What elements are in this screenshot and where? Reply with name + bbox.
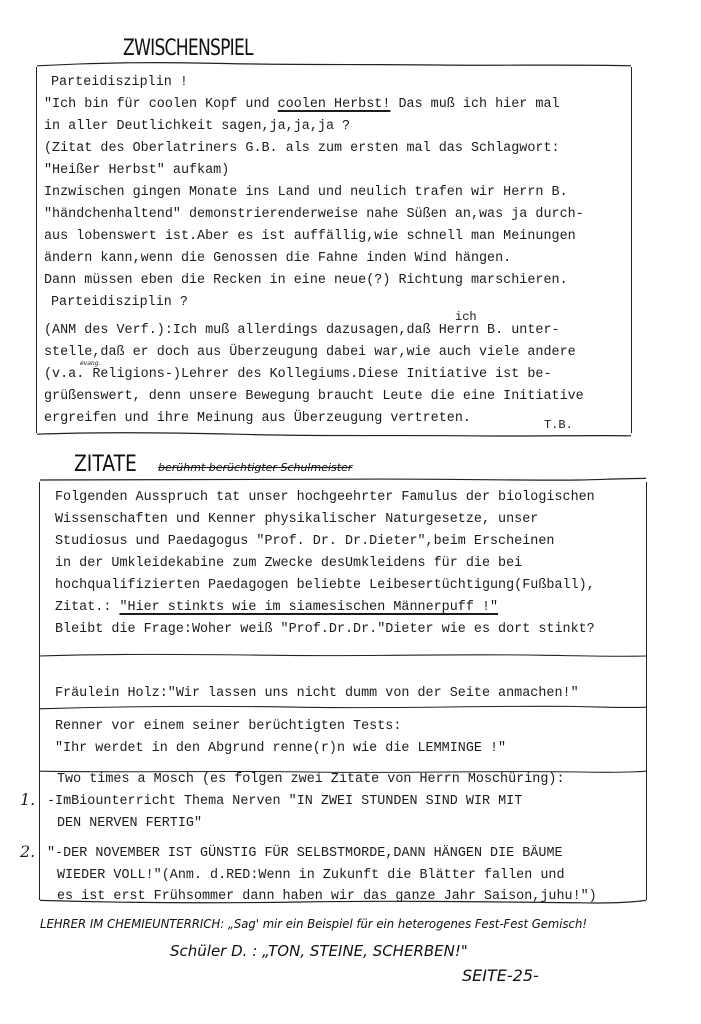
text-line: stelle,daß er doch aus Überzeugung dabei war,wie auch viele andere (44, 345, 576, 360)
text-line: (v.a. Religions-)Lehrer des Kollegiums.Diese Initiative ist be- (44, 367, 552, 382)
text-segment: Das muß ich hier mal (390, 97, 560, 112)
text-line: Folgenden Ausspruch tat unser hochgeehrter Famulus der biologischen (55, 490, 595, 505)
text-line: grüßenswert, denn unsere Bewegung braucht Leute die eine Initiative (44, 389, 584, 404)
insertion-ich: ich (455, 310, 477, 324)
text-line: "-DER NOVEMBER IST GÜNSTIG FÜR SELBSTMORDE,DANN HÄNGEN DIE BÄUME (47, 846, 563, 861)
text-line: "Heißer Herbst" aufkam) (44, 163, 230, 178)
box-top-border (37, 61, 631, 69)
text-line: Dann müssen eben die Recken in eine neue(?) Richtung marschieren. (44, 273, 568, 288)
text-line: es ist erst Frühsommer dann haben wir das ganze Jahr Saison,juhu!") (57, 889, 597, 904)
section-heading-zwischenspiel: ZWISCHENSPIEL (123, 36, 253, 61)
text-line: Parteidisziplin ? (51, 295, 188, 310)
text-line: Two times a Mosch (es folgen zwei Zitate von Herrn Moschüring): (57, 772, 565, 787)
footer-teacher-quote: LEHRER IM CHEMIEUNTERRICH: „Sag' mir ein Beispiel für ein heterogenes Fest-Fest Gemisch! (40, 917, 587, 931)
text-line: Bleibt die Frage:Woher weiß "Prof.Dr.Dr."Dieter wie es dort stinkt? (55, 622, 595, 637)
text-line: in aller Deutlichkeit sagen,ja,ja,ja ? (44, 119, 351, 134)
text-line: ergreifen und ihre Meinung aus Überzeugung vertreten. (44, 411, 471, 426)
underlined-phrase: coolen Herbst! (277, 97, 391, 112)
marker-2: 2. (20, 842, 36, 861)
page-number: SEITE-25- (462, 966, 539, 985)
box-bottom-border (37, 431, 631, 439)
text-line: Wissenschaften und Kenner physikalischer Naturgesetze, unser (55, 512, 539, 527)
text-line: (ANM des Verf.):Ich muß allerdings dazusagen,daß Herrn B. unter- (44, 323, 560, 338)
text-line: "Ihr werdet in den Abgrund renne(r)n wie die LEMMINGE !" (55, 741, 507, 756)
marker-1: 1. (20, 790, 36, 809)
text-line: (Zitat des Oberlatriners G.B. als zum ersten mal das Schlagwort: (44, 141, 560, 156)
text-line: hochqualifizierten Paedagogen beliebte Leibesertüchtigung(Fußball), (55, 578, 595, 593)
text-line: ändern kann,wenn die Genossen die Fahne inden Wind hängen. (44, 251, 512, 266)
text-line: Parteidisziplin ! (51, 75, 188, 90)
text-line: DEN NERVEN FERTIG" (57, 816, 203, 831)
text-line: WIEDER VOLL!"(Anm. d.RED:Wenn in Zukunft die Blätter fallen und (57, 868, 565, 883)
divider (40, 652, 646, 660)
section-heading-zitate: ZITATE (74, 452, 137, 477)
box-top-border (40, 476, 646, 484)
zitat-label: Zitat.: (55, 600, 120, 615)
section-heading-subtitle: berühmt berüchtigter Schulmeister (158, 461, 353, 474)
footer-student-answer: Schüler D. : „TON, STEINE, SCHERBEN!" (170, 942, 468, 960)
text-line (55, 600, 498, 615)
divider (40, 704, 646, 712)
insertion-evang: evang. (80, 360, 101, 367)
signature: T.B. (544, 418, 573, 432)
text-line: -ImBiounterricht Thema Nerven "IN ZWEI STUNDEN SIND WIR MIT (47, 794, 523, 809)
quote-holz: Fräulein Holz:"Wir lassen uns nicht dumm von der Seite anmachen!" (55, 686, 579, 701)
text-line: aus lobenswert ist.Aber es ist auffällig,wie schnell man Meinungen (44, 229, 576, 244)
zitat-quote: "Hier stinkts wie im siamesischen Männerpuff !" (119, 600, 499, 615)
text-line: Renner vor einem seiner berüchtigten Tests: (55, 719, 402, 734)
text-line: "händchenhaltend" demonstrierenderweise nahe Süßen an,was ja durch- (44, 207, 584, 222)
text-line: in der Umkleidekabine zum Zwecke desUmkleidens für die bei (55, 556, 523, 571)
text-segment: "Ich bin für coolen Kopf und (44, 97, 278, 112)
text-line: Studiosus und Paedagogus "Prof. Dr. Dr.Dieter",beim Erscheinen (55, 534, 555, 549)
text-line: Inzwischen gingen Monate ins Land und neulich trafen wir Herrn B. (44, 185, 568, 200)
text-line (44, 97, 560, 112)
